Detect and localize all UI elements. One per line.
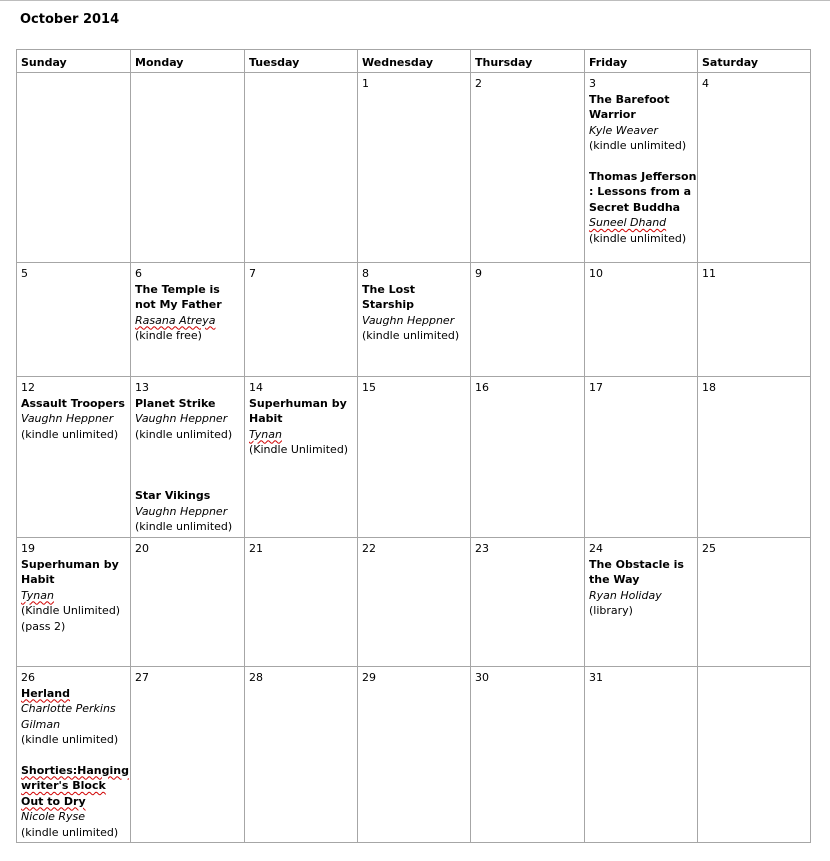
day-cell — [17, 263, 131, 377]
day-number: 13 — [135, 381, 149, 394]
book-title: The Temple is not My Father — [135, 282, 222, 311]
book-title — [21, 686, 130, 702]
day-cell — [585, 73, 698, 263]
book-note: (kindle unlimited) — [589, 139, 687, 152]
weekday-wednesday: Wednesday — [358, 50, 471, 73]
book-title-text: Herland — [21, 686, 70, 700]
week-row — [17, 538, 811, 667]
book-author: Vaughn Heppner — [135, 412, 228, 425]
book-author — [249, 427, 357, 443]
day-number: 14 — [249, 381, 263, 394]
book-author-text: Rasana Atreya — [135, 313, 216, 327]
book-title: The Barefoot Warrior — [589, 92, 670, 121]
book-author-text: Tynan — [21, 588, 54, 602]
day-cell — [358, 377, 471, 538]
day-cell — [17, 538, 131, 667]
day-cell — [585, 377, 698, 538]
day-number: 7 — [249, 267, 256, 280]
book-author: Vaughn Heppner — [362, 313, 455, 327]
book-note: (Kindle Unlimited) — [249, 443, 349, 456]
day-cell — [17, 667, 131, 843]
day-number: 1 — [362, 77, 369, 90]
day-number: 29 — [362, 671, 376, 684]
book-author — [135, 313, 244, 329]
day-number: 11 — [702, 267, 716, 280]
book-note: (kindle unlimited) — [21, 427, 119, 441]
book-note: (kindle free) — [135, 329, 202, 342]
book-note: (kindle unlimited) — [135, 520, 233, 533]
day-cell — [358, 263, 471, 377]
book-author: Kyle Weaver — [589, 123, 658, 137]
day-cell — [698, 263, 811, 377]
book-note: (kindle unlimited) — [21, 733, 119, 746]
day-number: 6 — [135, 267, 142, 280]
day-number: 12 — [21, 381, 35, 394]
day-cell — [698, 73, 811, 263]
calendar-table — [16, 49, 811, 843]
day-cell — [131, 538, 245, 667]
day-cell-empty — [131, 73, 245, 263]
book-author-text: Suneel Dhand — [589, 216, 667, 229]
book-note: (kindle unlimited) — [21, 825, 119, 839]
weekday-sunday: Sunday — [17, 50, 131, 73]
book-author — [589, 215, 697, 231]
day-number: 3 — [589, 77, 596, 90]
book-title: Thomas Jefferson : Lessons from a Secret Buddha — [589, 169, 697, 214]
day-number: 20 — [135, 542, 149, 555]
day-number: 17 — [589, 381, 603, 394]
top-rule — [0, 0, 830, 1]
day-number: 23 — [475, 542, 489, 555]
book-author: Charlotte Perkins Gilman — [21, 702, 116, 731]
day-cell — [131, 377, 245, 538]
book-author: Vaughn Heppner — [21, 412, 114, 425]
day-cell — [698, 377, 811, 538]
day-number: 26 — [21, 671, 35, 684]
day-cell — [245, 667, 358, 843]
day-cell-empty — [245, 73, 358, 263]
day-cell — [471, 377, 585, 538]
book-author-text: Tynan — [249, 427, 282, 441]
book-note: (kindle unlimited) — [135, 427, 233, 441]
book-note: (library) — [589, 604, 633, 617]
book-title: The Obstacle is the Way — [589, 557, 684, 586]
book-title — [21, 763, 130, 810]
book-author: Ryan Holiday — [589, 588, 662, 602]
day-number: 24 — [589, 542, 603, 555]
day-number: 31 — [589, 671, 603, 684]
day-cell — [698, 538, 811, 667]
day-cell — [358, 73, 471, 263]
day-cell — [245, 263, 358, 377]
day-cell — [585, 263, 698, 377]
day-cell — [131, 667, 245, 843]
weekday-tuesday: Tuesday — [245, 50, 358, 73]
day-number: 27 — [135, 671, 149, 684]
day-cell — [358, 667, 471, 843]
book-title: Assault Troopers — [21, 396, 125, 410]
day-number: 2 — [475, 77, 482, 90]
weekday-friday: Friday — [585, 50, 698, 73]
weekday-monday: Monday — [131, 50, 245, 73]
day-cell — [358, 538, 471, 667]
book-author: Vaughn Heppner — [135, 504, 228, 518]
weekday-header-row — [17, 50, 811, 73]
day-cell-empty — [698, 667, 811, 843]
week-row — [17, 377, 811, 538]
day-cell — [245, 538, 358, 667]
week-row — [17, 73, 811, 263]
day-cell — [17, 377, 131, 538]
day-number: 22 — [362, 542, 376, 555]
book-title-text: Shorties:Hanging writer's Block Out to Dry — [21, 763, 129, 808]
day-number: 4 — [702, 77, 709, 90]
day-number: 9 — [475, 267, 482, 280]
book-note: (kindle unlimited) — [589, 231, 687, 245]
day-cell — [471, 73, 585, 263]
day-number: 28 — [249, 671, 263, 684]
day-number: 8 — [362, 267, 369, 280]
book-note: (Kindle Unlimited) — [21, 604, 121, 617]
day-number: 16 — [475, 381, 489, 394]
week-row — [17, 263, 811, 377]
week-row — [17, 667, 811, 843]
day-cell — [131, 263, 245, 377]
day-cell — [471, 667, 585, 843]
book-author — [21, 588, 130, 604]
day-number: 25 — [702, 542, 716, 555]
book-title: Star Vikings — [135, 489, 211, 502]
book-title: Planet Strike — [135, 396, 216, 410]
day-number: 19 — [21, 542, 35, 555]
day-number: 21 — [249, 542, 263, 555]
book-title: Superhuman by Habit — [21, 557, 119, 586]
day-cell-empty — [17, 73, 131, 263]
page-title: October 2014 — [20, 12, 120, 27]
book-author: Nicole Ryse — [21, 810, 86, 823]
day-cell — [471, 263, 585, 377]
book-note: (kindle unlimited) — [362, 329, 460, 342]
weekday-saturday: Saturday — [698, 50, 811, 73]
day-cell — [585, 667, 698, 843]
day-number: 30 — [475, 671, 489, 684]
book-title: Superhuman by Habit — [249, 396, 347, 425]
weekday-thursday: Thursday — [471, 50, 585, 73]
book-note-2: (pass 2) — [21, 619, 66, 633]
book-title: The Lost Starship — [362, 282, 415, 311]
day-number: 18 — [702, 381, 716, 394]
day-number: 5 — [21, 267, 28, 280]
day-number: 15 — [362, 381, 376, 394]
day-number: 10 — [589, 267, 603, 280]
day-cell — [245, 377, 358, 538]
day-cell — [585, 538, 698, 667]
day-cell — [471, 538, 585, 667]
